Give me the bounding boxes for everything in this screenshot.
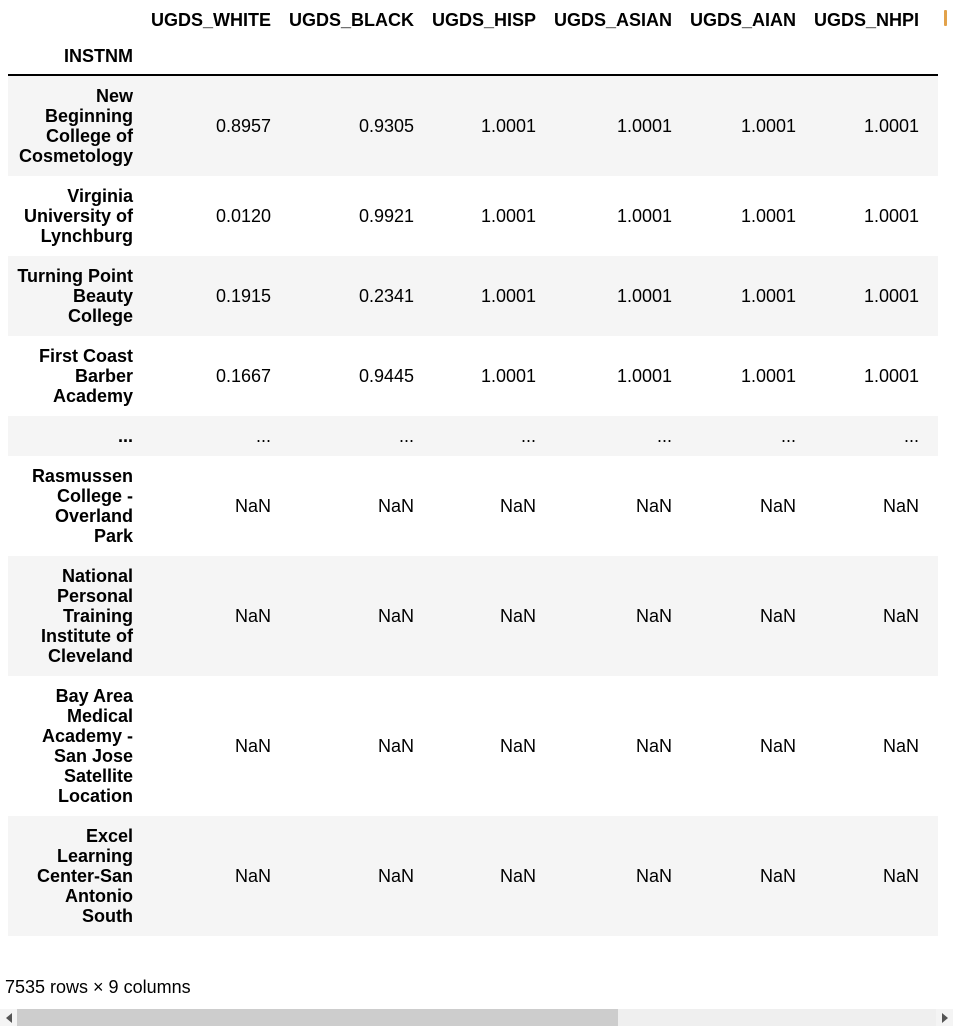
data-cell: 1.0001: [863, 206, 919, 226]
clipped-column-sliver: [944, 10, 947, 26]
data-cell: 1.0001: [863, 116, 919, 136]
row-index-label: ...: [117, 426, 133, 446]
data-cell: 1.0001: [616, 366, 672, 386]
data-cell: NaN: [759, 496, 796, 516]
column-header: UGDS_AIAN: [690, 10, 797, 30]
row-index-label: Bay Area Medical Academy - San Jose Satellite Location: [41, 686, 133, 806]
data-cell: 1.0001: [480, 206, 536, 226]
data-cell: NaN: [759, 866, 796, 886]
data-cell: 1.0001: [863, 286, 919, 306]
row-index-label: Rasmussen College - Overland Park: [31, 466, 133, 546]
table-row: [8, 75, 938, 176]
data-cell: 0.8957: [215, 116, 271, 136]
data-cell: ...: [520, 426, 536, 446]
column-header: UGDS_ASIAN: [554, 10, 673, 30]
data-cell: 0.9921: [358, 206, 414, 226]
data-cell: ...: [656, 426, 672, 446]
data-cell: NaN: [377, 606, 414, 626]
column-header: UGDS_NHPI: [814, 10, 920, 30]
data-cell: ...: [903, 426, 919, 446]
data-cell: NaN: [234, 866, 271, 886]
row-index-label: First Coast Barber Academy: [38, 346, 133, 406]
data-cell: NaN: [499, 866, 536, 886]
data-cell: NaN: [635, 866, 672, 886]
table-row: [8, 556, 938, 676]
table-row: [8, 456, 938, 556]
data-cell: 0.1915: [215, 286, 271, 306]
scrollbar-thumb[interactable]: [17, 1009, 618, 1026]
data-cell: NaN: [377, 866, 414, 886]
scroll-right-button[interactable]: [936, 1009, 953, 1026]
scroll-right-icon: [942, 1013, 948, 1023]
data-cell: NaN: [882, 736, 919, 756]
data-cell: 1.0001: [480, 286, 536, 306]
data-cell: 1.0001: [480, 366, 536, 386]
table-row: [8, 256, 938, 336]
column-header: UGDS_WHITE: [151, 10, 272, 30]
data-cell: 0.1667: [215, 366, 271, 386]
row-index-label: Excel Learning Center-San Antonio South: [36, 826, 133, 926]
data-cell: 0.0120: [215, 206, 271, 226]
data-cell: NaN: [759, 736, 796, 756]
data-cell: 1.0001: [740, 116, 796, 136]
data-cell: 1.0001: [616, 286, 672, 306]
data-cell: NaN: [499, 736, 536, 756]
scroll-left-button[interactable]: [0, 1009, 17, 1026]
table-row: [8, 676, 938, 816]
column-header-row: [8, 2, 938, 38]
scroll-left-icon: [6, 1013, 12, 1023]
data-cell: NaN: [882, 866, 919, 886]
data-cell: NaN: [234, 736, 271, 756]
data-cell: 1.0001: [616, 116, 672, 136]
data-cell: NaN: [377, 496, 414, 516]
data-cell: 0.9305: [358, 116, 414, 136]
data-cell: 1.0001: [740, 286, 796, 306]
data-cell: 0.9445: [358, 366, 414, 386]
column-header: UGDS_BLACK: [289, 10, 415, 30]
data-cell: NaN: [882, 606, 919, 626]
index-name-row: [8, 38, 938, 75]
data-cell: 1.0001: [740, 206, 796, 226]
data-cell: ...: [398, 426, 414, 446]
index-name-label: INSTNM: [64, 46, 133, 66]
blank-corner-cell: [8, 2, 142, 38]
row-index-label: Virginia University of Lynchburg: [23, 186, 133, 246]
horizontal-scrollbar[interactable]: [0, 1009, 953, 1026]
data-cell: NaN: [377, 736, 414, 756]
data-cell: ...: [780, 426, 796, 446]
data-cell: NaN: [882, 496, 919, 516]
table-row: [8, 176, 938, 256]
data-cell: ...: [255, 426, 271, 446]
row-count-summary: 7535 rows × 9 columns: [5, 977, 191, 997]
data-cell: 0.2341: [358, 286, 414, 306]
data-cell: NaN: [499, 606, 536, 626]
data-cell: 1.0001: [740, 366, 796, 386]
dataframe-output: [8, 2, 938, 936]
data-cell: 1.0001: [616, 206, 672, 226]
table-row: [8, 816, 938, 936]
data-cell: NaN: [759, 606, 796, 626]
data-cell: NaN: [635, 606, 672, 626]
data-cell: 1.0001: [480, 116, 536, 136]
data-cell: NaN: [234, 496, 271, 516]
table-row: [8, 336, 938, 416]
data-cell: NaN: [635, 496, 672, 516]
dataframe-table: [8, 2, 938, 936]
row-index-label: National Personal Training Institute of Cleveland: [41, 566, 133, 666]
row-index-label: New Beginning College of Cosmetology: [18, 86, 133, 166]
column-header: UGDS_HISP: [432, 10, 537, 30]
data-cell: NaN: [499, 496, 536, 516]
scrollbar-track[interactable]: [17, 1009, 936, 1026]
table-row: [8, 416, 938, 456]
row-index-label: Turning Point Beauty College: [17, 266, 133, 326]
data-cell: 1.0001: [863, 366, 919, 386]
data-cell: NaN: [635, 736, 672, 756]
data-cell: NaN: [234, 606, 271, 626]
